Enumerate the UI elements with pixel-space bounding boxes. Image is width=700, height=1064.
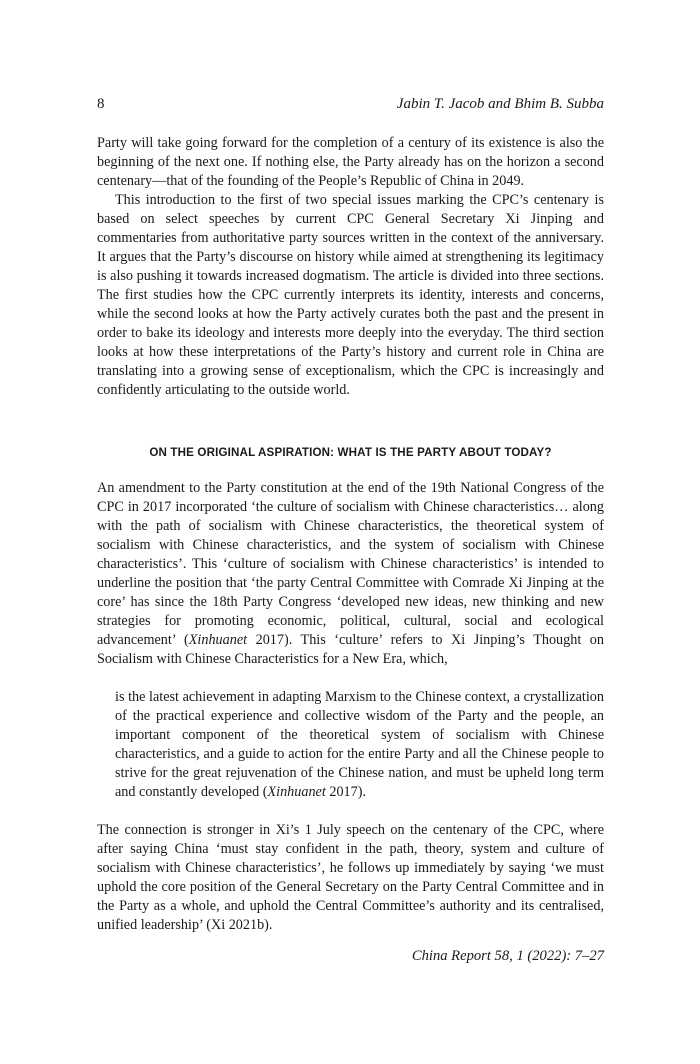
section-heading: ON THE ORIGINAL ASPIRATION: WHAT IS THE PARTY ABOUT TODAY?: [149, 446, 552, 459]
paragraph-1: Party will take going forward for the completion of a century of its existence is also the beginning of the next one. If nothing else, the Party already has on the horizon a second centenary—that of the founding of the People’s Republic of China in 2049.: [97, 135, 604, 189]
block-quote-text-b: 2017).: [325, 784, 366, 800]
paragraph-4: The connection is stronger in Xi’s 1 July speech on the centenary of the CPC, where after saying China ‘must stay confident in the path, theory, system and culture of socialism with Chinese characteristics’, he follows up immediately by saying ‘we must uphold the core position of the General Secretary on the Party Central Committee and in the Party as a whole, and uphold the Central Committee’s authority and its centralised, unified leadership’ (Xi 2021b).: [97, 822, 604, 933]
running-header-authors: Jabin T. Jacob and Bhim B. Subba: [396, 96, 604, 112]
paragraph-3-text-b: 2017). This ‘culture’ refers to Xi Jinping’s Thought on Socialism with Chinese Characteristics for a New Era, which,: [97, 632, 604, 667]
paragraph-2: This introduction to the first of two special issues marking the CPC’s centenary is based on select speeches by current CPC General Secretary Xi Jinping and commentaries from authoritative party sources written in the context of the anniversary. It argues that the Party’s discourse on history while aimed at strengthening its legitimacy is also pushing it towards increased dogmatism. The article is divided into three sections. The first studies how the CPC currently interprets its identity, interests and concerns, while the second looks at how the Party actively curates both the past and the present in order to bake its ideology and interests more deeply into the everyday. The third section looks at how these interpretations of the Party’s history and current role in China are translating into a growing sense of exceptionalism, which the CPC is increasingly and confidently articulating to the outside world.: [97, 192, 604, 398]
running-header: [97, 96, 604, 118]
page-number: 8: [97, 96, 105, 112]
block-quote: [115, 688, 604, 802]
block-quote-text-a: is the latest achievement in adapting Marxism to the Chinese context, a crystallization of the practical experience and collective wisdom of the Party and the people, an important component of the theoretical system of socialism with Chinese characteristics, and a guide to action for the entire Party and all the Chinese people to strive for the great rejuvenation of the Chinese nation, and must be upheld long term and constantly developed (: [115, 689, 604, 800]
page: [97, 96, 604, 966]
block-quote-citation: Xinhuanet: [267, 784, 326, 800]
paragraph-3: [97, 479, 604, 669]
paragraph-3-text-a: An amendment to the Party constitution at the end of the 19th National Congress of the CPC in 2017 incorporated ‘the culture of socialism with Chinese characteristics… along with the path of socialism with Chinese characteristics, the theoretical system of socialism with Chinese characteristics, and the system of socialism with Chinese characteristics’. This ‘culture of socialism with Chinese characteristics’ is intended to underline the position that ‘the party Central Committee with Comrade Xi Jinping at the core’ has since the 18th Party Congress ‘developed new ideas, new thinking and new strategies for promoting economic, political, cultural, social and ecological advancement’ (: [97, 480, 604, 648]
journal-citation-footer: China Report 58, 1 (2022): 7–27: [411, 948, 604, 964]
paragraph-3-citation: Xinhuanet: [188, 632, 248, 648]
